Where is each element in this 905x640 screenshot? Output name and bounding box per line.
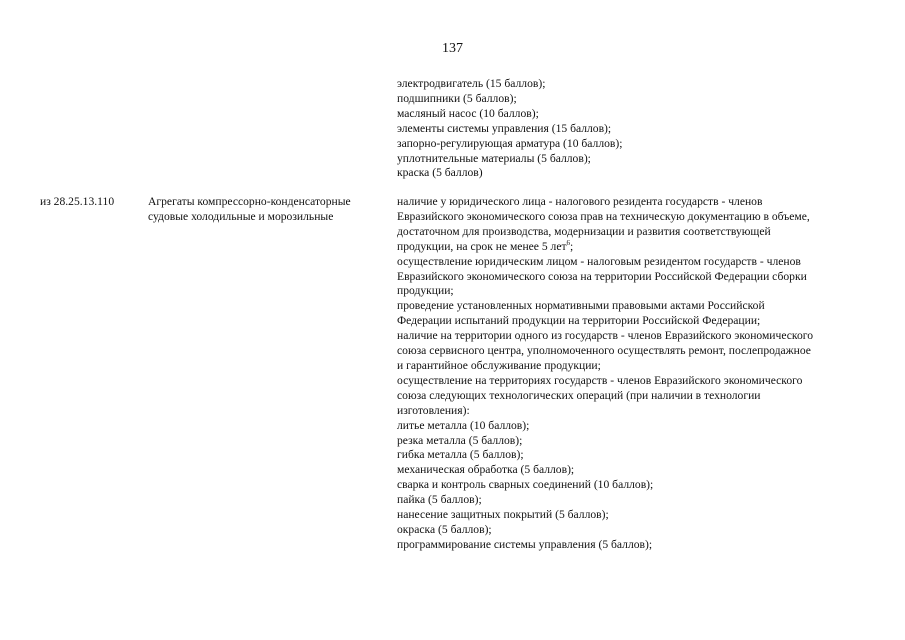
requirement-line: осуществление на территориях государств - членов Евразийского экономического (397, 373, 803, 387)
page-number: 137 (442, 41, 463, 56)
requirement-line: Федерации испытаний продукции на территории Российской Федерации; (397, 314, 761, 328)
requirement-line: резка металла (5 баллов); (397, 433, 523, 447)
requirement-line: запорно-регулирующая арматура (10 баллов); (397, 136, 623, 150)
requirement-line: Евразийского экономического союза на территории Российской Федерации сборки (397, 269, 807, 283)
requirement-line: элементы системы управления (15 баллов); (397, 121, 612, 135)
product-name-line: Агрегаты компрессорно-конденсаторные (148, 195, 351, 208)
product-name-cell (148, 195, 388, 225)
requirement-line: гибка металла (5 баллов); (397, 448, 524, 462)
requirement-line: программирование системы управления (5 баллов); (397, 537, 653, 551)
requirement-line: подшипники (5 баллов); (397, 91, 517, 105)
requirement-punctuation: ; (570, 239, 574, 253)
requirement-line: литье металла (10 баллов); (397, 418, 530, 432)
requirement-line: союза следующих технологических операций (при наличии в технологии (397, 388, 761, 402)
requirement-line: союза сервисного центра, уполномоченного осуществлять ремонт, послепродажное (397, 344, 811, 358)
requirement-line: пайка (5 баллов); (397, 493, 482, 507)
requirement-line: продукции; (397, 284, 454, 298)
requirement-line: нанесение защитных покрытий (5 баллов); (397, 508, 609, 522)
requirement-line: уплотнительные материалы (5 баллов); (397, 151, 591, 165)
requirement-line: механическая обработка (5 баллов); (397, 463, 575, 477)
product-code: из 28.25.13.110 (40, 195, 115, 208)
requirement-line: наличие на территории одного из государств - членов Евразийского экономического (397, 329, 814, 343)
requirement-line: сварка и контроль сварных соединений (10 баллов); (397, 478, 654, 492)
requirement-line-with-footnote (397, 240, 877, 255)
requirement-line: электродвигатель (15 баллов); (397, 77, 546, 90)
product-name-line: судовые холодильные и морозильные (148, 209, 334, 223)
requirement-line: проведение установленных нормативными правовыми актами Российской (397, 299, 765, 313)
requirement-line: осуществление юридическим лицом - налоговым резидентом государств - членов (397, 254, 801, 268)
requirement-line: и гарантийное обслуживание продукции; (397, 358, 601, 372)
requirement-text: продукции, на срок не менее 5 лет (397, 239, 567, 253)
requirement-line: краска (5 баллов) (397, 166, 483, 180)
requirement-line: достаточном для производства, модернизации и развития соответствующей (397, 224, 771, 238)
requirement-line: окраска (5 баллов); (397, 522, 492, 536)
requirement-line: изготовления): (397, 403, 470, 417)
product-code-cell (40, 195, 140, 210)
requirement-line: Евразийского экономического союза прав на техническую документацию в объеме, (397, 209, 810, 223)
requirement-line: масляный насос (10 баллов); (397, 106, 539, 120)
footnote-mark: 6 (566, 238, 571, 247)
continuation-requirements (397, 77, 877, 181)
requirement-line: наличие у юридического лица - налогового резидента государств - членов (397, 195, 763, 208)
requirements-cell (397, 195, 877, 553)
